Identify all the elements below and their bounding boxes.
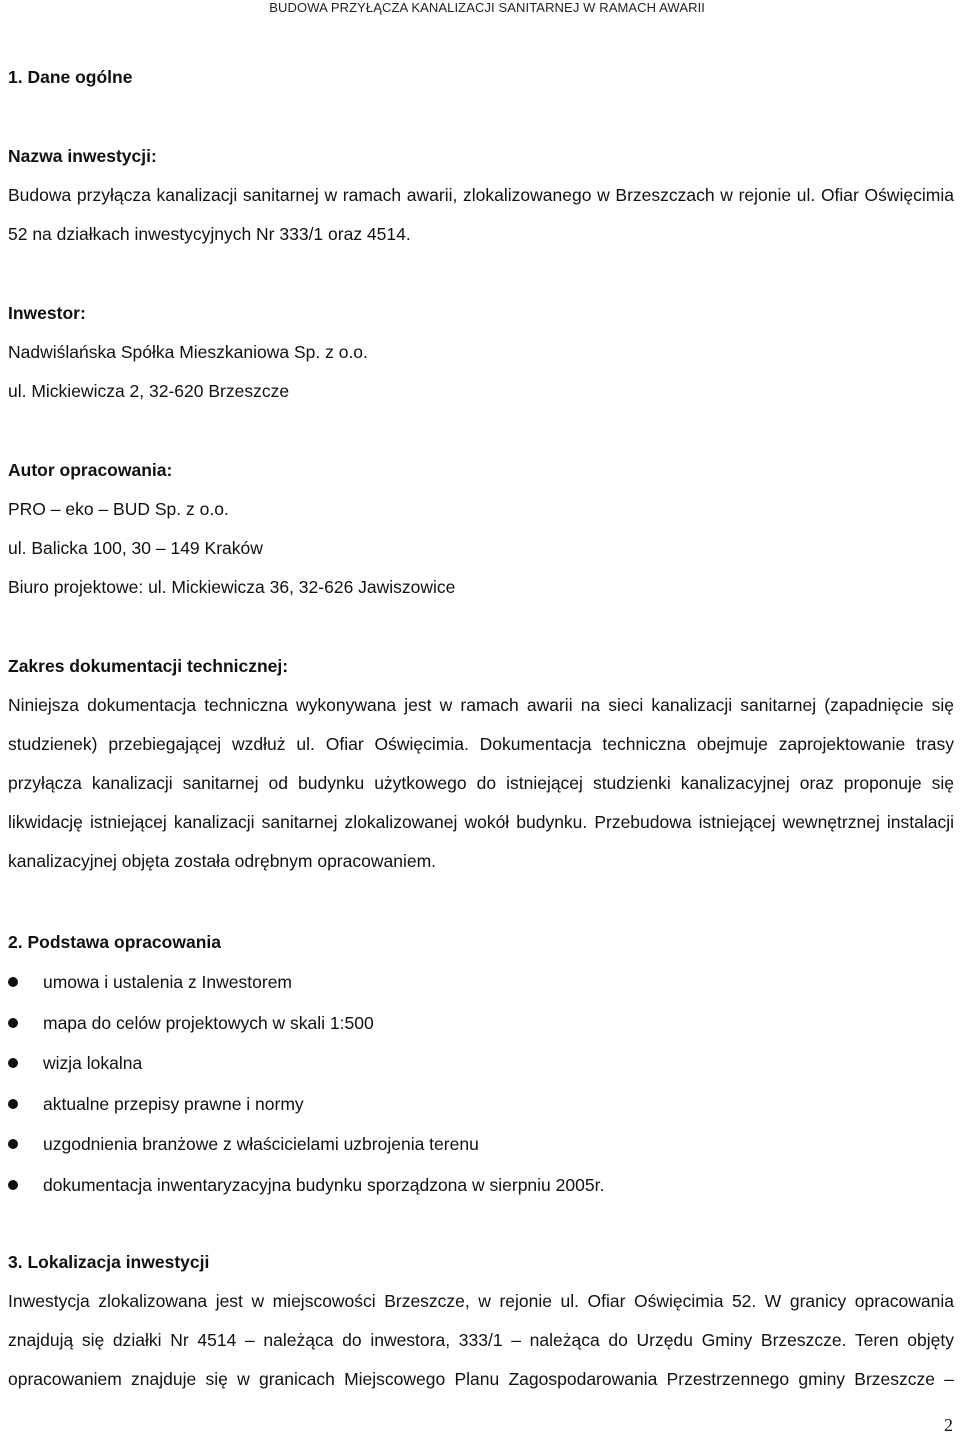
- author-address: ul. Balicka 100, 30 – 149 Kraków: [8, 538, 263, 558]
- location-text: Inwestycja zlokalizowana jest w miejscowości Brzeszcze, w rejonie ul. Ofiar Oświęcimia 52. W granicy opracowania znajdują się działki Nr 4514 – należąca do inwestora, 333/1 – należąca do Urzędu Gminy Brzeszcze. Teren objęty opracowaniem znajduje się w granicach Miejscowego Planu Zagospodarowania Przestrzennego gminy Brzeszcze –: [8, 1291, 954, 1389]
- investment-label: Nazwa inwestycji:: [8, 146, 157, 166]
- bullet-icon: [8, 977, 18, 987]
- bullet-icon: [8, 1099, 18, 1109]
- author-office: Biuro projektowe: ul. Mickiewicza 36, 32-626 Jawiszowice: [8, 577, 456, 597]
- page-number: 2: [944, 1415, 953, 1435]
- bullet-icon: [8, 1058, 18, 1068]
- author-label: Autor opracowania:: [8, 460, 173, 480]
- list-item: aktualne przepisy prawne i normy: [8, 1084, 954, 1125]
- list-item: uzgodnienia branżowe z właścicielami uzbrojenia terenu: [8, 1124, 954, 1165]
- section-3-title: 3. Lokalizacja inwestycji: [8, 1252, 210, 1272]
- investor-address: ul. Mickiewicza 2, 32-620 Brzeszcze: [8, 381, 290, 401]
- list-item: dokumentacja inwentaryzacyjna budynku sporządzona w sierpniu 2005r.: [8, 1165, 954, 1206]
- author-name: PRO – eko – BUD Sp. z o.o.: [8, 499, 229, 519]
- section-2-title: 2. Podstawa opracowania: [8, 932, 221, 952]
- document-body: [8, 58, 954, 1399]
- investor-label: Inwestor:: [8, 303, 86, 323]
- bullet-icon: [8, 1139, 18, 1149]
- scope-text: Niniejsza dokumentacja techniczna wykonywana jest w ramach awarii na sieci kanalizacji sanitarnej (zapadnięcie się studzienek) przebiegającej wzdłuż ul. Ofiar Oświęcimia. Dokumentacja techniczna obejmuje zaprojektowanie trasy przyłącza kanalizacji sanitarnej od budynku użytkowego do istniejącej studzienki kanalizacyjnej oraz proponuje się likwidację istniejącej kanalizacji sanitarnej zlokalizowanej wokół budynku. Przebudowa istniejącej wewnętrznej instalacji kanalizacyjnej objęta została odrębnym opracowaniem.: [8, 695, 954, 871]
- bullet-icon: [8, 1180, 18, 1190]
- bullet-icon: [8, 1018, 18, 1028]
- list-item: umowa i ustalenia z Inwestorem: [8, 962, 954, 1003]
- running-header: BUDOWA PRZYŁĄCZA KANALIZACJI SANITARNEJ W RAMACH AWARII: [269, 0, 705, 15]
- scope-label: Zakres dokumentacji technicznej:: [8, 656, 289, 676]
- investment-text: Budowa przyłącza kanalizacji sanitarnej w ramach awarii, zlokalizowanego w Brzeszczach w rejonie ul. Ofiar Oświęcimia 52 na działkach inwestycyjnych Nr 333/1 oraz 4514.: [8, 185, 954, 244]
- list-item: wizja lokalna: [8, 1043, 954, 1084]
- section-1-title: 1. Dane ogólne: [8, 67, 133, 87]
- investor-name: Nadwiślańska Spółka Mieszkaniowa Sp. z o.o.: [8, 342, 368, 362]
- basis-list: [8, 962, 954, 1205]
- list-item: mapa do celów projektowych w skali 1:500: [8, 1003, 954, 1044]
